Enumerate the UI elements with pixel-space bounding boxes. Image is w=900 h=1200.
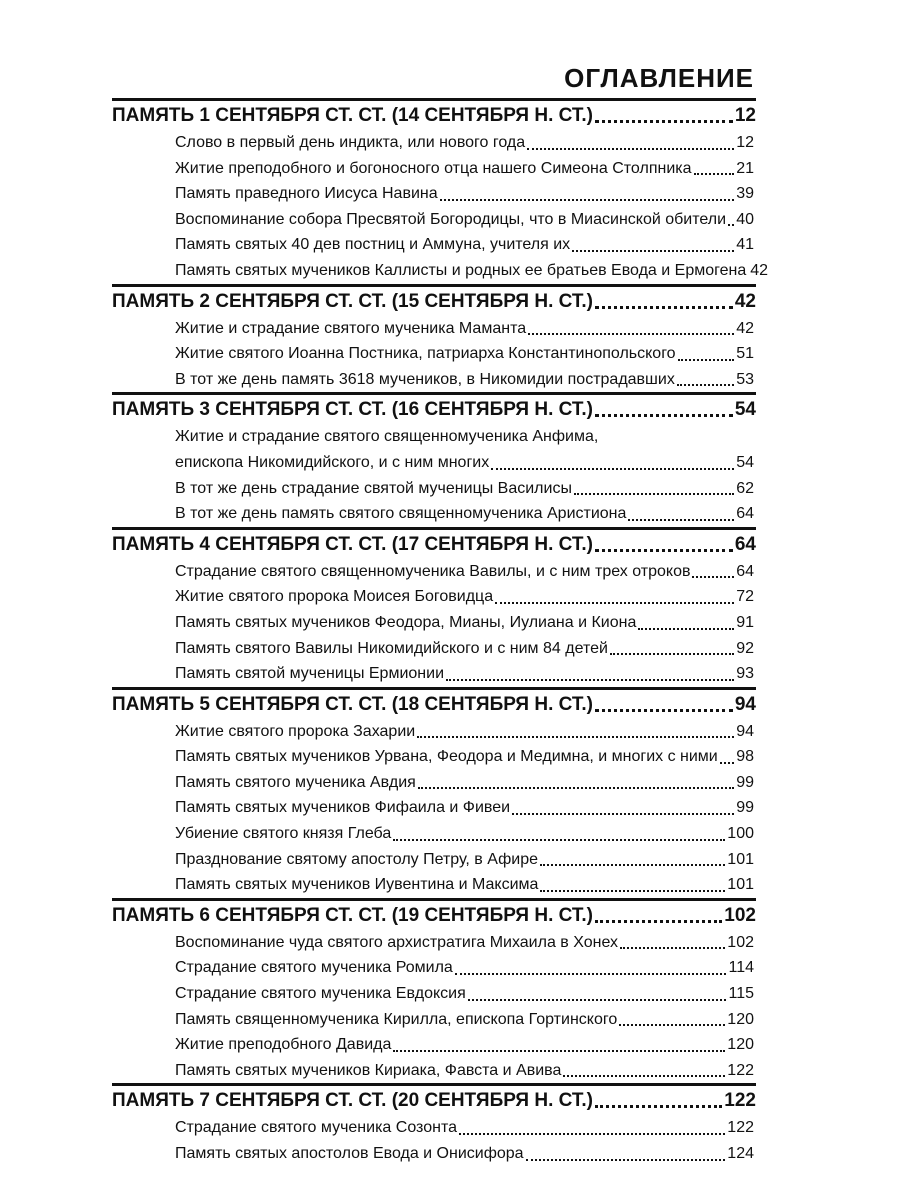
section-heading[interactable] <box>112 901 756 930</box>
leader-dots <box>528 332 734 335</box>
leader-dots <box>677 383 734 386</box>
leader-dots <box>595 1104 722 1108</box>
entry-page-number: 12 <box>736 134 754 151</box>
toc-entry-continuation[interactable] <box>112 450 756 476</box>
entry-page-number: 92 <box>736 639 754 657</box>
section-heading[interactable] <box>112 1086 756 1115</box>
section-heading-label: ПАМЯТЬ 1 СЕНТЯБРЯ СТ. СТ. (14 СЕНТЯБРЯ Н. СТ.) <box>112 105 593 126</box>
entry-title: Житие святого пророка Моисея Боговидца <box>175 588 494 606</box>
toc-entry[interactable] <box>112 770 756 796</box>
entry-title: Убиение святого князя Глеба <box>175 825 392 843</box>
entry-page-number: 53 <box>736 370 754 388</box>
toc-entry[interactable] <box>112 258 769 284</box>
entry-title: Память святого мученика Авдия <box>175 773 416 791</box>
toc-entry[interactable] <box>112 130 756 156</box>
toc-entry[interactable] <box>112 476 756 502</box>
entry-page-number: 54 <box>736 453 754 471</box>
toc-entry[interactable] <box>112 156 756 182</box>
leader-dots <box>692 575 734 578</box>
toc-entry[interactable] <box>112 847 756 873</box>
toc-entry[interactable] <box>112 181 756 207</box>
leader-dots <box>526 1158 726 1161</box>
leader-dots <box>595 305 733 309</box>
toc-entry[interactable] <box>112 636 756 662</box>
toc-entry[interactable] <box>112 821 756 847</box>
leader-dots <box>418 786 734 789</box>
toc-entry[interactable] <box>112 1141 756 1167</box>
entry-page-number: 102 <box>727 933 754 951</box>
leader-dots <box>459 1132 725 1135</box>
toc-entry[interactable] <box>112 232 756 258</box>
entry-page-number: 98 <box>736 748 754 766</box>
leader-dots <box>455 972 727 975</box>
entry-title: Празднование святому апостолу Петру, в Афире <box>175 850 538 868</box>
entry-title: Слово в первый день индикта, или нового года <box>175 134 526 151</box>
toc-list <box>112 98 769 1167</box>
leader-dots <box>694 172 735 175</box>
entry-title: Житие преподобного и богоносного отца нашего Симеона Столпника <box>175 159 692 177</box>
toc-entry[interactable] <box>112 1115 756 1141</box>
leader-dots <box>619 1023 725 1026</box>
leader-dots <box>491 467 734 470</box>
entry-title: Память святых мучеников Иувентина и Максима <box>175 876 539 894</box>
section-page-number: 54 <box>734 399 756 421</box>
leader-dots <box>595 119 733 123</box>
section-page-number: 64 <box>734 533 756 555</box>
entry-page-number: 64 <box>736 505 754 523</box>
leader-dots <box>393 838 725 841</box>
toc-entry[interactable] <box>112 1007 756 1033</box>
toc-entry[interactable] <box>112 719 756 745</box>
entry-page-number: 41 <box>736 236 754 254</box>
toc-entry[interactable] <box>112 930 756 956</box>
entry-title: Память святых мучеников Фифаила и Фивеи <box>175 799 511 817</box>
entry-title: Память священномученика Кирилла, епископа Гортинского <box>175 1010 618 1028</box>
entry-page-number: 122 <box>727 1119 754 1137</box>
section-page-number: 94 <box>734 693 756 715</box>
section-heading[interactable] <box>112 530 756 559</box>
entry-page-number: 114 <box>728 959 754 977</box>
section-heading[interactable] <box>112 690 756 719</box>
entry-title: Память праведного Иисуса Навина <box>175 185 438 203</box>
leader-dots <box>393 1049 725 1052</box>
toc-entry[interactable] <box>112 1032 756 1058</box>
toc-entry[interactable] <box>112 207 756 233</box>
entry-page-number: 115 <box>728 985 754 1003</box>
entry-page-number: 99 <box>736 799 754 817</box>
toc-entry[interactable] <box>112 341 756 367</box>
section-heading-label: ПАМЯТЬ 6 СЕНТЯБРЯ СТ. СТ. (19 СЕНТЯБРЯ Н. СТ.) <box>112 904 593 926</box>
leader-dots <box>574 492 734 495</box>
entry-title: Житие святого Иоанна Постника, патриарха Константинопольского <box>175 345 676 363</box>
leader-dots <box>678 358 735 361</box>
leader-dots <box>495 601 734 604</box>
leader-dots <box>540 863 725 866</box>
toc-entry[interactable] <box>112 559 756 585</box>
section-page-number: 102 <box>724 904 756 926</box>
toc-entry[interactable] <box>112 584 756 610</box>
entry-title-continuation: епископа Никомидийского, и с ним многих <box>175 453 490 471</box>
section-page-number: 42 <box>734 290 756 312</box>
entry-page-number: 42 <box>736 319 754 337</box>
leader-dots <box>446 678 734 681</box>
section-heading[interactable] <box>112 395 756 424</box>
entry-page-number: 64 <box>736 562 754 580</box>
entry-title: Страдание святого священномученика Вавилы, и с ним трех отроков <box>175 562 691 580</box>
toc-entry[interactable] <box>112 872 756 898</box>
section-heading-label: ПАМЯТЬ 4 СЕНТЯБРЯ СТ. СТ. (17 СЕНТЯБРЯ Н. СТ.) <box>112 533 593 555</box>
leader-dots <box>417 735 734 738</box>
entry-page-number: 122 <box>727 1061 754 1079</box>
toc-entry[interactable] <box>112 610 756 636</box>
toc-entry[interactable] <box>112 1058 756 1084</box>
leader-dots <box>527 147 734 150</box>
toc-entry[interactable] <box>112 795 756 821</box>
entry-title: Житие преподобного Давида <box>175 1036 392 1054</box>
leader-dots <box>610 652 734 655</box>
entry-title: Страдание святого мученика Ромила <box>175 959 453 977</box>
entry-title: Житие и страдание святого священномученика Анфима, <box>175 428 599 446</box>
entry-title: Воспоминание собора Пресвятой Богородицы, что в Миасинской обители <box>175 210 727 228</box>
entry-title: Память святых мучеников Кириака, Фавста и Авива <box>175 1061 562 1079</box>
toc-entry[interactable] <box>112 316 756 342</box>
entry-page-number: 94 <box>736 722 754 740</box>
entry-page-number: 91 <box>736 613 754 631</box>
entry-title: Память святых апостолов Евода и Онисифора <box>175 1145 524 1162</box>
toc-entry[interactable] <box>112 744 756 770</box>
section-page-number: 12 <box>734 105 756 126</box>
leader-dots <box>512 812 734 815</box>
entry-page-number: 100 <box>727 825 754 843</box>
toc-entry[interactable] <box>112 661 756 687</box>
entry-page-number: 62 <box>736 479 754 497</box>
entry-title: Страдание святого мученика Созонта <box>175 1119 457 1137</box>
entry-title: Житие и страдание святого мученика Маманта <box>175 319 527 337</box>
leader-dots <box>595 413 733 417</box>
entry-title: Память святого Вавилы Никомидийского и с ним 84 детей <box>175 639 608 657</box>
entry-page-number: 72 <box>736 588 754 606</box>
entry-title: Воспоминание чуда святого архистратига Михаила в Хонех <box>175 933 619 951</box>
entry-page-number: 120 <box>727 1036 754 1054</box>
leader-dots <box>638 627 734 630</box>
section-heading-label: ПАМЯТЬ 7 СЕНТЯБРЯ СТ. СТ. (20 СЕНТЯБРЯ Н. СТ.) <box>112 1090 593 1112</box>
toc-entry[interactable] <box>112 367 756 393</box>
table-of-contents <box>112 58 769 1167</box>
section-heading-label: ПАМЯТЬ 5 СЕНТЯБРЯ СТ. СТ. (18 СЕНТЯБРЯ Н. СТ.) <box>112 693 593 715</box>
entry-page-number: 99 <box>736 773 754 791</box>
entry-title: В тот же день память святого священномученика Аристиона <box>175 505 627 523</box>
entry-page-number: 42 <box>750 261 769 279</box>
entry-title: Память святых 40 дев постниц и Аммуна, учителя их <box>175 236 571 254</box>
section-heading[interactable] <box>112 287 756 316</box>
leader-dots <box>628 518 734 521</box>
section-heading-label: ПАМЯТЬ 3 СЕНТЯБРЯ СТ. СТ. (16 СЕНТЯБРЯ Н. СТ.) <box>112 399 593 421</box>
entry-page-number: 93 <box>736 665 754 683</box>
entry-title: В тот же день память 3618 мучеников, в Никомидии пострадавших <box>175 370 675 388</box>
entry-title: Страдание святого мученика Евдоксия <box>175 985 466 1003</box>
toc-entry[interactable] <box>112 424 756 450</box>
leader-dots <box>595 548 733 552</box>
leader-dots <box>720 761 734 764</box>
entry-page-number: 120 <box>727 1010 754 1028</box>
leader-dots <box>468 998 727 1001</box>
toc-entry[interactable] <box>112 501 756 527</box>
entry-page-number: 40 <box>736 210 754 228</box>
entry-title: Память святых мучеников Феодора, Мианы, Иулиана и Киона <box>175 613 637 631</box>
toc-entry[interactable] <box>112 981 756 1007</box>
section-heading[interactable] <box>112 101 756 130</box>
entry-title: В тот же день страдание святой мученицы Василисы <box>175 479 572 497</box>
entry-title: Память святой мученицы Ермионии <box>175 665 444 683</box>
leader-dots <box>563 1074 725 1077</box>
entry-page-number: 101 <box>727 850 754 868</box>
page-title: ОГЛАВЛЕНИЕ <box>564 63 754 93</box>
entry-page-number: 51 <box>736 345 754 363</box>
leader-dots <box>540 889 725 892</box>
leader-dots <box>572 249 734 252</box>
entry-page-number: 101 <box>727 876 754 894</box>
section-heading-label: ПАМЯТЬ 2 СЕНТЯБРЯ СТ. СТ. (15 СЕНТЯБРЯ Н. СТ.) <box>112 290 593 312</box>
leader-dots <box>595 708 733 712</box>
leader-dots <box>728 223 734 226</box>
leader-dots <box>440 198 735 201</box>
entry-page-number: 124 <box>727 1145 754 1162</box>
leader-dots <box>620 946 725 949</box>
entry-page-number: 21 <box>736 159 754 177</box>
entry-title: Житие святого пророка Захарии <box>175 722 416 740</box>
leader-dots <box>595 919 722 923</box>
toc-entry[interactable] <box>112 955 756 981</box>
entry-page-number: 39 <box>736 185 754 203</box>
entry-title: Память святых мучеников Урвана, Феодора и Медимна, и многих с ними <box>175 748 718 766</box>
section-page-number: 122 <box>724 1090 756 1112</box>
entry-title: Память святых мучеников Каллисты и родных ее братьев Евода и Ермогена <box>175 261 747 279</box>
